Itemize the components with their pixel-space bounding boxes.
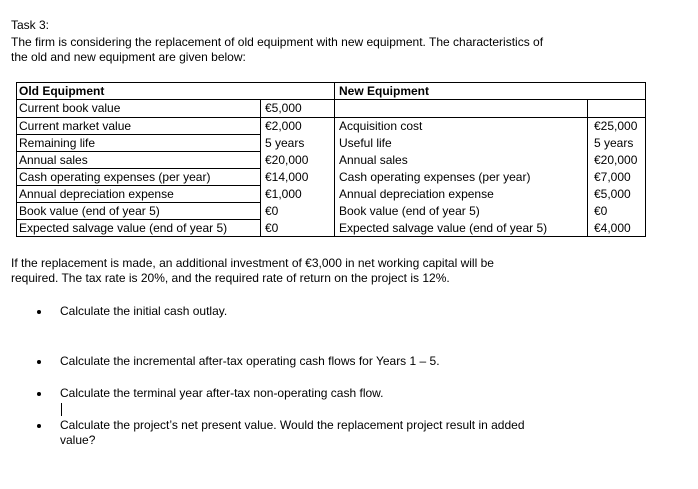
old-value-6: €0 bbox=[265, 204, 279, 218]
bullet-dot-1 bbox=[37, 310, 41, 314]
bullet-item-1: Calculate the initial cash outlay. bbox=[60, 304, 228, 318]
table-top-border bbox=[16, 82, 646, 83]
header-row-line bbox=[16, 99, 646, 100]
old-label-7: Expected salvage value (end of year 5) bbox=[19, 221, 228, 235]
row-line-old-5 bbox=[16, 185, 261, 186]
new-label-4: Annual depreciation expense bbox=[339, 187, 494, 201]
old-label-2: Remaining life bbox=[19, 136, 96, 150]
bullet-dot-4 bbox=[37, 424, 41, 428]
new-label-2: Annual sales bbox=[339, 153, 408, 167]
intro-line-2: the old and new equipment are given below: bbox=[11, 50, 246, 64]
paragraph-line-2: required. The tax rate is 20%, and the required rate of return on the project is 12%. bbox=[11, 271, 450, 285]
old-label-5: Annual depreciation expense bbox=[19, 187, 174, 201]
table-right-border bbox=[645, 82, 646, 237]
bullet-item-4-line-2: value? bbox=[60, 433, 96, 447]
old-label-0: Current book value bbox=[19, 101, 121, 115]
old-value-7: €0 bbox=[265, 221, 279, 235]
old-value-5: €1,000 bbox=[265, 187, 302, 201]
new-value-1: 5 years bbox=[594, 136, 634, 150]
intro-line-1: The firm is considering the replacement of old equipment with new equipment. The characteristics of bbox=[11, 35, 544, 49]
table-bottom-border bbox=[16, 236, 646, 237]
new-label-3: Cash operating expenses (per year) bbox=[339, 170, 531, 184]
old-label-6: Book value (end of year 5) bbox=[19, 204, 160, 218]
old-value-1: €2,000 bbox=[265, 119, 302, 133]
new-value-3: €7,000 bbox=[594, 170, 631, 184]
old-label-1: Current market value bbox=[19, 119, 132, 133]
section-divider bbox=[334, 82, 335, 237]
new-value-divider bbox=[587, 100, 588, 237]
text-cursor bbox=[61, 403, 62, 416]
row-line-old-7 bbox=[16, 219, 261, 220]
new-label-5: Book value (end of year 5) bbox=[339, 204, 480, 218]
paragraph-line-1: If the replacement is made, an additional investment of €3,000 in net working capital will be bbox=[11, 256, 494, 270]
old-label-4: Cash operating expenses (per year) bbox=[19, 170, 211, 184]
bullet-dot-3 bbox=[37, 392, 41, 396]
bullet-item-4: Calculate the project’s net present value. Would the replacement project result in added bbox=[60, 418, 525, 432]
new-value-6: €4,000 bbox=[594, 221, 631, 235]
row-line-old-3 bbox=[16, 151, 261, 152]
task-title: Task 3: bbox=[11, 18, 50, 32]
new-label-6: Expected salvage value (end of year 5) bbox=[339, 221, 548, 235]
new-label-0: Acquisition cost bbox=[339, 119, 423, 133]
old-equipment-header: Old Equipment bbox=[19, 84, 105, 98]
bullet-item-3: Calculate the terminal year after-tax non-operating cash flow. bbox=[60, 386, 384, 400]
row-line-1 bbox=[16, 117, 646, 118]
old-value-3: €20,000 bbox=[265, 153, 309, 167]
new-value-5: €0 bbox=[594, 204, 608, 218]
row-line-old-6 bbox=[16, 202, 261, 203]
new-equipment-header: New Equipment bbox=[339, 84, 430, 98]
old-value-2: 5 years bbox=[265, 136, 305, 150]
row-line-old-4 bbox=[16, 168, 261, 169]
new-value-2: €20,000 bbox=[594, 153, 638, 167]
old-value-4: €14,000 bbox=[265, 170, 309, 184]
new-label-1: Useful life bbox=[339, 136, 392, 150]
table-left-border bbox=[16, 82, 17, 237]
new-value-0: €25,000 bbox=[594, 119, 638, 133]
bullet-dot-2 bbox=[37, 360, 41, 364]
row-line-old-2 bbox=[16, 134, 261, 135]
bullet-item-2: Calculate the incremental after-tax operating cash flows for Years 1 – 5. bbox=[60, 354, 440, 368]
new-value-4: €5,000 bbox=[594, 187, 631, 201]
old-value-0: €5,000 bbox=[265, 101, 302, 115]
old-label-3: Annual sales bbox=[19, 153, 88, 167]
